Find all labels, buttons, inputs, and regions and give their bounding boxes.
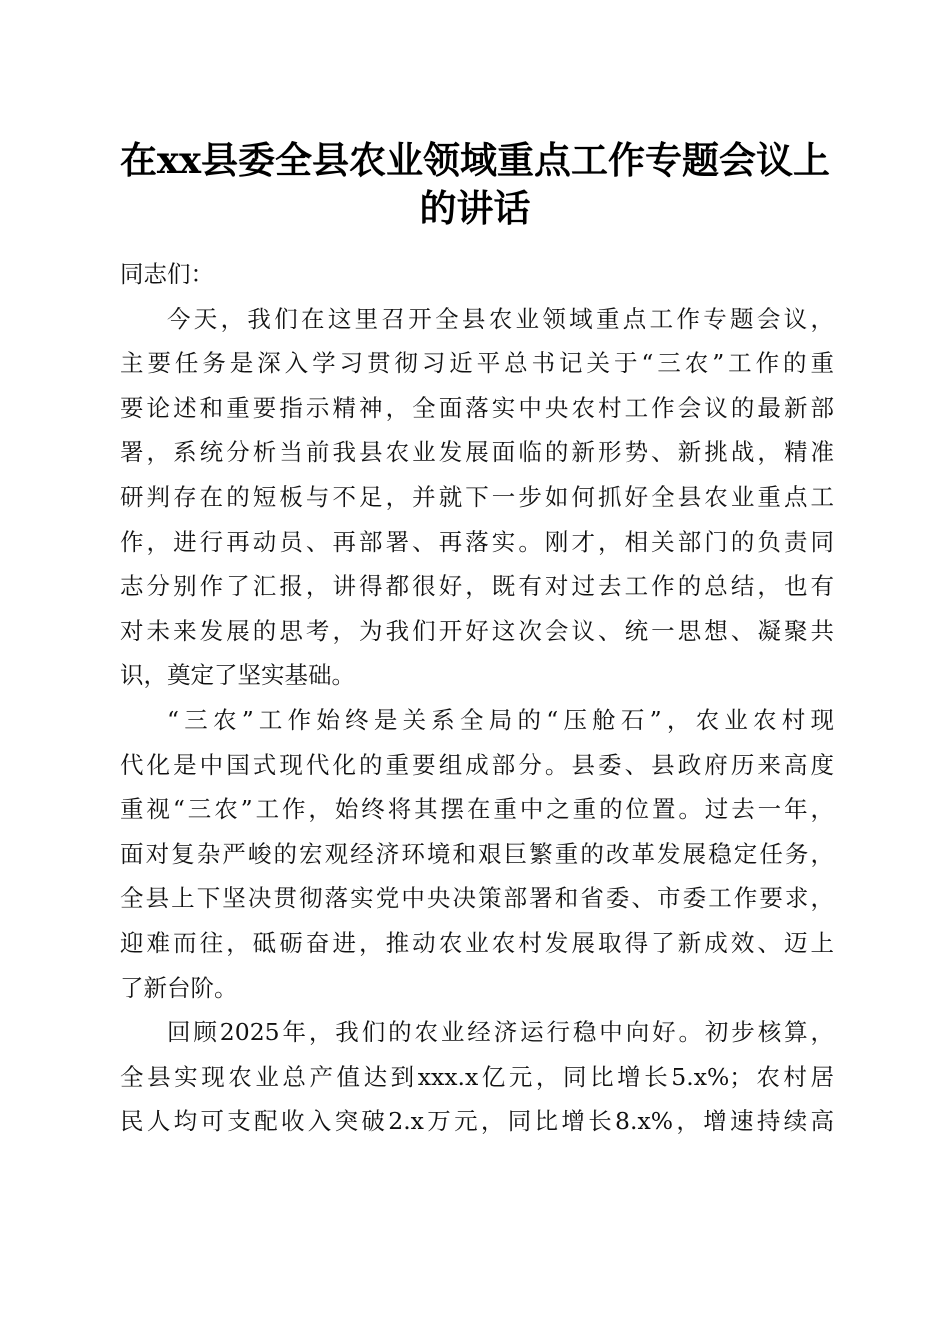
paragraph-1 bbox=[120, 297, 834, 698]
paragraph-line: 重视“三农”工作，始终将其摆在重中之重的位置。过去一年， bbox=[120, 795, 834, 824]
paragraph-line: 今天，我们在这里召开全县农业领域重点工作专题会议， bbox=[167, 304, 834, 333]
paragraph-2 bbox=[120, 698, 834, 1010]
paragraph-3 bbox=[120, 1010, 834, 1144]
paragraph-line: 识，奠定了坚实基础。 bbox=[120, 661, 355, 690]
paragraph-line: 全县上下坚决贯彻落实党中央决策部署和省委、市委工作要求， bbox=[120, 884, 834, 913]
paragraph-line: 志分别作了汇报，讲得都很好，既有对过去工作的总结，也有 bbox=[120, 572, 834, 601]
paragraph-line: 作，进行再动员、再部署、再落实。刚才，相关部门的负责同 bbox=[120, 527, 834, 556]
paragraph-line: 全县实现农业总产值达到xxx.x亿元，同比增长5.x%；农村居 bbox=[120, 1062, 834, 1091]
title-line-2: 的讲话 bbox=[419, 186, 531, 230]
paragraph-line: 了新台阶。 bbox=[120, 973, 238, 1002]
document-title bbox=[110, 136, 840, 232]
paragraph-line: 研判存在的短板与不足，并就下一步如何抓好全县农业重点工 bbox=[120, 482, 834, 511]
speech-body bbox=[120, 252, 834, 1144]
paragraph-line: “三农”工作始终是关系全局的“压舱石”，农业农村现 bbox=[167, 705, 834, 734]
salutation: 同志们： bbox=[120, 260, 214, 288]
paragraph-line: 民人均可支配收入突破2.x万元，同比增长8.x%，增速持续高 bbox=[120, 1107, 834, 1136]
paragraph-line: 对未来发展的思考，为我们开好这次会议、统一思想、凝聚共 bbox=[120, 616, 834, 645]
paragraph-line: 回顾2025年，我们的农业经济运行稳中向好。初步核算， bbox=[167, 1018, 834, 1047]
paragraph-line: 面对复杂严峻的宏观经济环境和艰巨繁重的改革发展稳定任务， bbox=[120, 839, 834, 868]
paragraph-line: 迎难而往，砥砺奋进，推动农业农村发展取得了新成效、迈上 bbox=[120, 928, 834, 957]
paragraph-line: 代化是中国式现代化的重要组成部分。县委、县政府历来高度 bbox=[120, 750, 834, 779]
paragraph-line: 署，系统分析当前我县农业发展面临的新形势、新挑战，精准 bbox=[120, 438, 834, 467]
paragraph-line: 要论述和重要指示精神，全面落实中央农村工作会议的最新部 bbox=[120, 393, 834, 422]
title-line-1: 在xx县委全县农业领域重点工作专题会议上 bbox=[119, 138, 831, 182]
paragraph-line: 主要任务是深入学习贯彻习近平总书记关于“三农”工作的重 bbox=[120, 349, 834, 378]
